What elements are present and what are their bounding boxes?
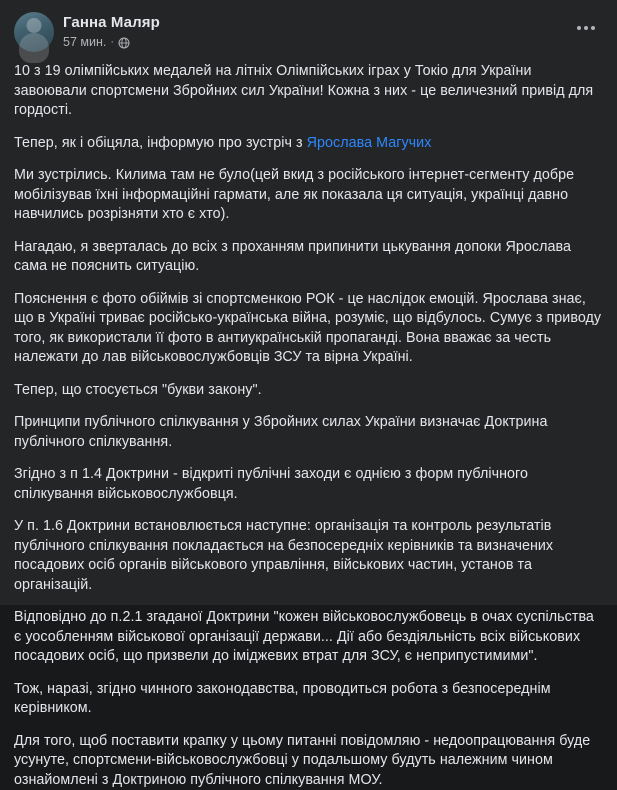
post-paragraph-1: 10 з 19 олімпійських медалей на літніх Олімпійських іграх у Токіо для України завоювали спортсмени Збройних сил України! Кожна з них - це величезний привід для гордості.: [14, 62, 603, 121]
post-author-name[interactable]: Ганна Маляр: [63, 13, 160, 32]
post-paragraph-8: Згідно з п 1.4 Доктрини - відкриті публічні заходи є однією з форм публічного спілкування військовослужбовця.: [14, 465, 603, 504]
post-timestamp[interactable]: 57 мин.: [63, 35, 106, 50]
post-paragraph-11: Тож, наразі, згідно чинного законодавства, проводиться робота з безпосереднім керівником.: [14, 680, 603, 719]
mention-link[interactable]: Ярослава Магучих: [307, 135, 432, 151]
post-paragraph-3: Ми зустрілись. Килима там не було(цей вкид з російського інтернет-сегменту добре мобілізував їхні інформаційні гармати, але як показала ця ситуація, українці давно навчились розрізняти хто є хто).: [14, 166, 603, 225]
post-paragraph-6: Тепер, що стосується "букви закону".: [14, 381, 603, 401]
post-paragraph-7: Принципи публічного спілкування у Збройних силах України визначає Доктрина публічного спілкування.: [14, 413, 603, 452]
post-author-block: [63, 12, 160, 50]
post-body: [14, 62, 603, 790]
meta-separator: ·: [110, 35, 114, 50]
post-paragraph-10: Відповідно до п.2.1 згаданої Доктрини "кожен військовослужбовець в очах суспільства є уособленням військової організації держави... Дії або бездіяльність всіх військових посадових осіб, що призвели до іміджевих втрат для ЗСУ, є неприпустимими".: [14, 608, 603, 667]
post-meta: [63, 35, 160, 50]
post-paragraph-2: [14, 134, 603, 154]
ellipsis-icon[interactable]: [571, 18, 601, 38]
post-paragraph-5: Пояснення є фото обіймів зі спортсменкою РОК - це наслідок емоцій. Ярослава знає, що в Україні триває російсько-українська війна, розуміє, що відбулось. Сумує з приводу того, як використали її фото в антиукраїнській пропаганді. Вона вважає за честь належати до лав військовослужбовців ЗСУ та вірна Україні.: [14, 290, 603, 368]
avatar[interactable]: [14, 12, 54, 52]
post-paragraph-12: Для того, щоб поставити крапку у цьому питанні повідомляю - недоопрацювання буде усунуте, спортсмени-військовослужбовці у подальшому будуть належним чином ознайомлені з Доктриною публічного спілкування МОУ.: [14, 732, 603, 790]
paragraph-2-text-before: Тепер, як і обіцяла, інформую про зустріч з: [14, 135, 307, 151]
post-paragraph-9: У п. 1.6 Доктрини встановлюється наступне: організація та контроль результатів публічного спілкування покладається на безпосередніх керівників та визначених посадових осіб органів військового управління, військових частин, установ та організацій.: [14, 517, 603, 595]
post-header: [14, 12, 603, 52]
post-paragraph-4: Нагадаю, я зверталась до всіх з проханням припинити цькування допоки Ярослава сама не пояснить ситуацію.: [14, 238, 603, 277]
globe-icon: [118, 37, 130, 49]
